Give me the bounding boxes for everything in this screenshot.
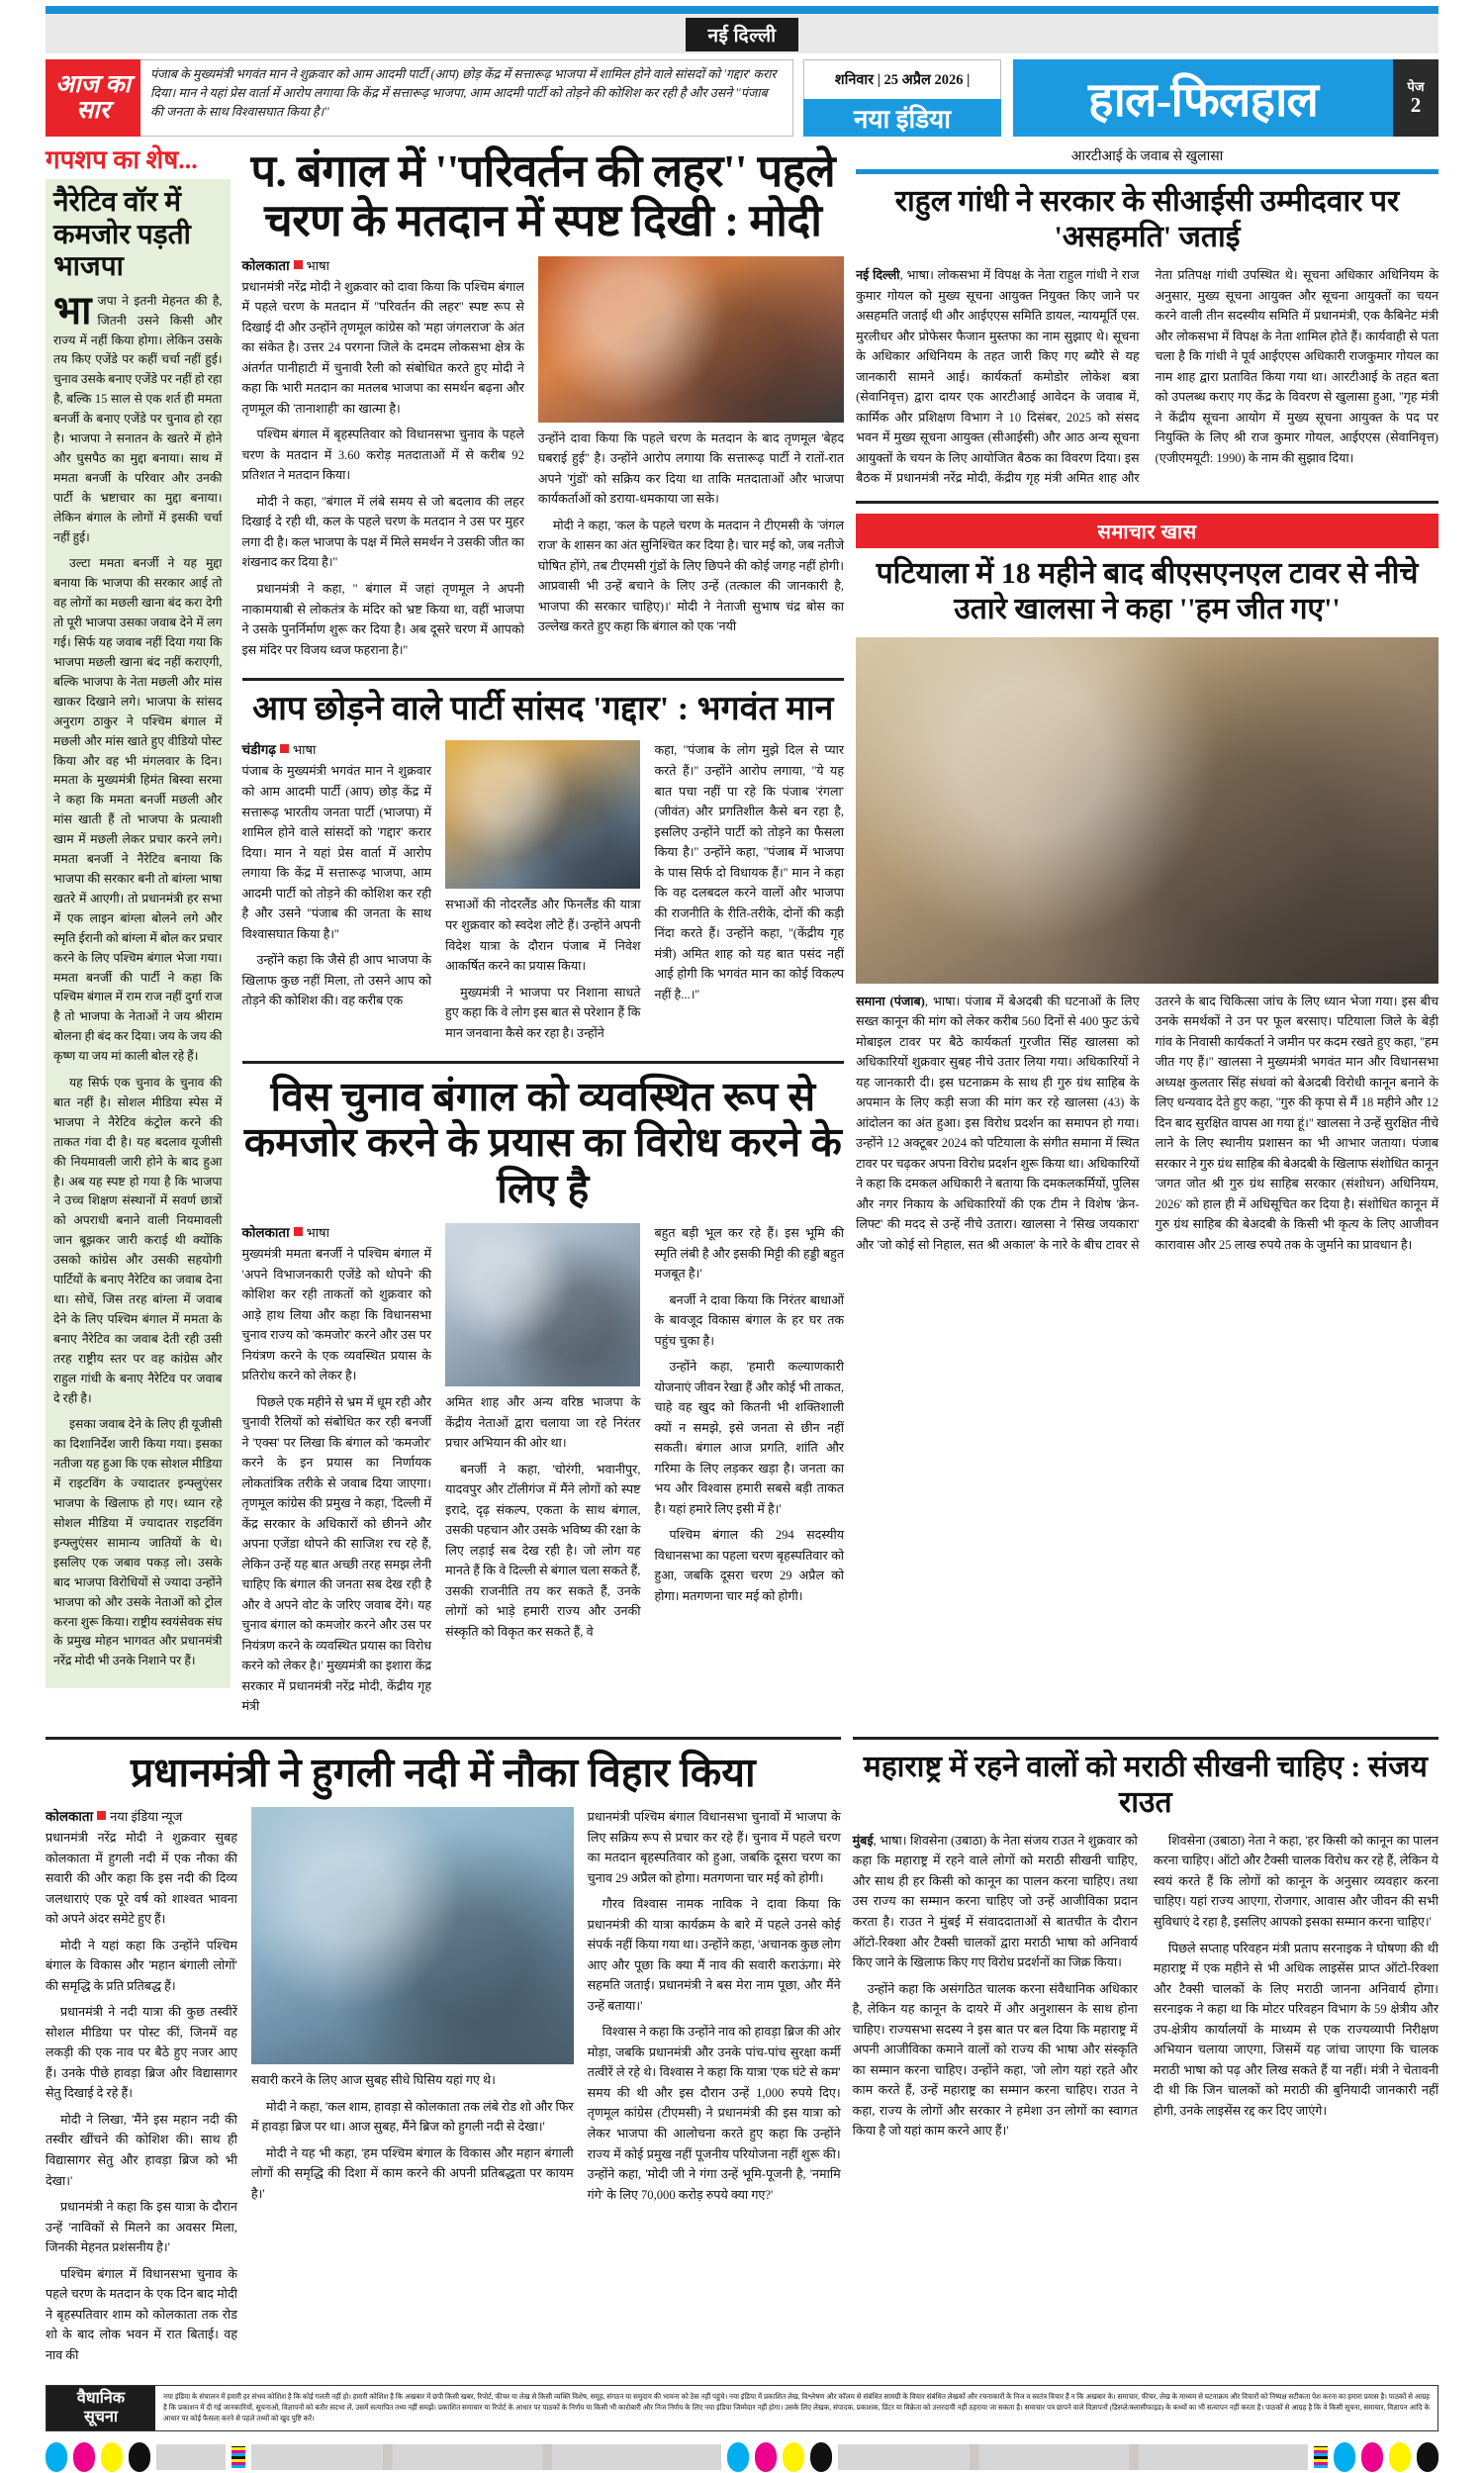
- mamta-col-1: [242, 1223, 432, 1723]
- byline-square-icon: [280, 744, 289, 753]
- lead-body-a: [242, 277, 524, 660]
- rahul-body: [856, 265, 1438, 489]
- lead-top-block: [242, 256, 845, 666]
- lead-body-b: [538, 428, 844, 637]
- khalsa-body: [856, 992, 1438, 1259]
- byline-place: नई दिल्ली: [856, 268, 900, 282]
- paragraph: प्रधानमंत्री पश्चिम बंगाल विधानसभा चुनावों में भाजपा के लिए सक्रिय रूप से प्रचार कर रहे हैं। चुनाव में पहले चरण का मतदान बृहस्पतिवार को हुआ, जबकि दूसरा चरण का चुनाव 29 अप्रैल को होगा। मतगणना चार मई को होगी।: [587, 1810, 841, 1885]
- rahul-headline: राहुल गांधी ने सरकार के सीआईसी उम्मीदवार पर 'असहमति' जताई: [894, 185, 1400, 253]
- drop-cap: भा: [53, 287, 92, 333]
- boat-col-2: [251, 1807, 574, 2371]
- modi-photo: [538, 256, 844, 423]
- magenta-blob-icon: [1361, 2442, 1383, 2472]
- khalsa-headline: पटियाला में 18 महीने बाद बीएसएनएल टावर से नीचे उतारे खालसा ने कहा ''हम जीत गए'': [876, 556, 1419, 625]
- paragraph: पिछले सप्ताह परिवहन मंत्री प्रताप सरनाइक ने घोषणा की थी महाराष्ट्र में एक महीने से भी अधिक लाइसेंस प्राप्त ऑटो-रिक्शा और टैक्सी चालकों के लिए मराठी जानना अनिवार्य होगा। सरनाइक ने कहा था कि मोटर परिवहन विभाग के 59 क्षेत्रीय और उप-क्षेत्रीय कार्यालयों के माध्यम से एक राज्यव्यापी निरीक्षण अभियान चलाया जाएगा, जिसमें यह जांचा जाएगा कि चालक मराठी भाषा को पढ़ और लिख सकते हैं या नहीं। मंत्री ने चेतावनी दी थी कि जिन चालकों को मराठी की बुनियादी जानकारी नहीं होगी, उनके लाइसेंस रद्द कर दिए जाएंगे।: [1153, 1941, 1438, 2118]
- left-column: [46, 146, 231, 1723]
- masthead: [46, 59, 1438, 137]
- news-special-badge: समाचार खास: [856, 514, 1438, 548]
- cyan-blob-icon: [727, 2442, 749, 2472]
- yellow-blob-icon: [101, 2442, 123, 2472]
- byline-agency: भाषा: [880, 1833, 902, 1848]
- grey-strip: [838, 2444, 1308, 2470]
- mann-col-3: [654, 740, 844, 1049]
- mamta-headline: विस चुनाव बंगाल को व्यवस्थित रूप से कमजोर करने के प्रयास का विरोध करने के लिए है: [243, 1074, 842, 1211]
- paragraph: बनर्जी ने कहा, 'चोरंगी, भवानीपुर, यादवपुर और टॉलीगंज में मैंने लोगों को स्पष्ट इरादे, दृढ़ संकल्प, एकता के साथ बंगाल, उसकी पहचान और उसके भविष्य की रक्षा के लिए लड़ाई सब देख रही है। जो लोग यह मानते हैं कि वे दिल्ली से बंगाल चला सकते हैं, उसकी राजनीति तय कर सकते हैं, उनके लोगों को भाड़े हमारी राज्य और उनकी संस्कृति को विकृत कर सकते हैं, वे: [445, 1462, 641, 1639]
- byline-square-icon: [97, 1811, 106, 1820]
- paragraph: नई दिल्ली, भाषा। लोकसभा में विपक्ष के नेता राहुल गांधी ने राज कुमार गोयल को मुख्य सूचना आयुक्त नियुक्त किए जाने पर असहमति जताई थी और आईएएस समिति डायल, न्यायमूर्ति एस. मुरलीधर और प्रोफेसर फैजान मुस्तफा का नाम सुझाए थे। सूचना के अधिकार अधिनियम के तहत जारी किए गए ब्यौरे से यह जानकारी सामने आई। कार्यकर्ता कमोडोर लोकेश बत्रा (सेवानिवृत्त) द्वारा दायर एक आरटीआई आवेदन के जवाब में, कार्मिक और प्रशिक्षण विभाग ने 10 दिसंबर, 2025 को संसद भवन में मुख्य सूचना आयुक्त (सीआईसी) और आठ अन्य सूचना आयुक्तों के चयन के लिए आयोजित बैठक का विवरण दिया। इस बैठक में प्रधानमंत्री नरेंद्र मोदी, केंद्रीय गृह मंत्री अमित शाह और नेता प्रतिपक्ष गांधी उपस्थित थे। सूचना अधिकार अधिनियम के अनुसार, मुख्य सूचना आयुक्त और सूचना आयुक्तों का चयन करने वाली तीन सदस्यीय समिति में प्रधानमंत्री, एक कैबिनेट मंत्री और लोकसभा में विपक्ष के नेता शामिल होते हैं। कार्यवाही से पता चला है कि गांधी ने पूर्व आईएएस अधिकारी राजकुमार गोयल का नाम शाह द्वारा प्रतावित किया गया था। आरटीआई के तहत बता को उपलब्ध कराए गए केंद्र के विवरण से खुलासा हुआ, ''गृह मंत्री ने केंद्रीय सूचना आयोग में मुख्य सूचना आयुक्त के पद पर नियुक्ति के लिए श्री राज कुमार गोयल, आईएएस (सेवानिवृत्त) (एजीएमयूटी: 1990) के नाम की सुझाव दिया।: [856, 268, 1438, 486]
- mann-photo: [445, 740, 640, 889]
- black-blob-icon: [1417, 2442, 1438, 2472]
- center-column: [242, 146, 845, 1723]
- boat-byline: [46, 1807, 237, 1825]
- mamta-col-3: [654, 1223, 844, 1723]
- byline-agency: भाषा: [932, 994, 956, 1008]
- paragraph: प्रधानमंत्री नरेंद्र मोदी ने शुक्रवार को दावा किया कि पश्चिम बंगाल में पहले चरण के मतदान में ''परिवर्तन की लहर'' स्पष्ट रूप से दिखाई दी और उन्होंने तृणमूल कांग्रेस को 'महा जंगलराज' के अंत का संकेत है। उत्तर 24 परगना जिले के दमदम लोकसभा क्षेत्र के अंतर्गत पानीहाटी में चुनावी रैली को संबोधित करते हुए मोदी ने कहा कि भारी मतदान का मतलब भाजपा का समर्थन बढ़ना और तृणमूल की 'तानाशाही' का खात्मा है।: [241, 279, 524, 416]
- raut-headline: महाराष्ट्र में रहने वालों को मराठी सीखनी चाहिए : संजय राउत: [863, 1750, 1428, 1819]
- gapshap-box: [46, 179, 231, 1688]
- divider-rule: [242, 678, 845, 681]
- magenta-blob-icon: [755, 2442, 777, 2472]
- legal-notice-text: नया इंडिया के संचालन में हमारी हर संभव कोशिश है कि कोई गलती नहीं हो। हमारी कोशिश है कि अखबार में छपी किसी खबर, रिपोर्ट, फीचर या लेख से किसी व्यक्ति विशेष, समूह, संगठन या समुदाय की भावना को ठेस नहीं पहुंचे। नया इंडिया में प्रकाशित लेख, विश्लेषण और कॉलम से संबंधित सामग्री के विचार संबंधित लेखकों और रचनाकारों के निज व स्वतंत्र विचार हैं न कि अखबार के। समाचार, फीचर, लेख के माध्यम से घटनाक्रम और विचारों को निष्पक्ष सटीकता पेश करना का हमारा प्रयास है। पाठकों से आग्रह है कि प्रकाशन में दी गई जानकारियों, सूचनाओं, विज्ञापनों को बतौर सदभा लें, उसमें सत्यापित तथ्य नहीं समझें। प्रकाशित समाचार या रिपोर्ट के आधार पर पाठकों के निर्णय या किसी भी कारोबारी और निज निर्णय के लिए नया इंडिया जिम्मेदार नहीं होगा। उसके लिए लेखक, संपादक, प्रकाशक, प्रिंटर या विक्रेता को उत्तरदायी नहीं ठहराया जा सकता है। समाचार पत्र छापने वाले विज्ञापनों (डिस्प्ले/क्लासीफाइड) के कथ्यों का भी सत्यापन नहीं करता है। पाठकों से आग्रह है कि वे किसी सूचना, समाचार, विज्ञापन आदि के आधार पर कोई फैसला करने से पहले तथ्यों को खुद पुष्टि करें।: [163, 2393, 1430, 2423]
- byline-agency: भाषा: [306, 1225, 329, 1241]
- paragraph: उन्होंने कहा कि असंगठित चालक करना संवैधानिक अधिकार है, लेकिन यह कानून के दायरे में और अनुशासन के साथ होना चाहिए। राज्यसभा सदस्य ने इस बात पर बल दिया कि महाराष्ट्र में अपनी आजीविका कमाने वालों को राज्य की भाषा और संस्कृति का सम्मान करना चाहिए। उन्होंने कहा, 'जो लोग यहां रहते और काम करते हैं, उन्हें महाराष्ट्र का सम्मान करना चाहिए। राउत ने कहा, राज्य के लोगों और सरकार ने हमेशा उन लोगों का स्वागत किया है जो यहां काम करने आए हैं।': [852, 1981, 1138, 2139]
- registration-marks: [46, 2441, 1438, 2473]
- section-logo: हाल-फिलहाल: [1013, 59, 1393, 137]
- paragraph: मोदी ने कहा, 'कल के पहले चरण के मतदान ने टीएमसी के 'जंगल राज' के शासन का अंत सुनिश्चित कर दिया है। चार मई को, जब नतीजे घोषित होंगे, तब टीएमसी गुंडों के लिए छिपने की कोई जगह नहीं होगी। आप्रवासी भी उन्हें बचाने के लिए उन्हें (तत्काल की जानकारी है, भाजपा की सरकार चाहिए)।' मोदी ने नेताजी सुभाष चंद्र बोस का उल्लेख करते हुए कहा कि बंगाल को एक 'नयी: [537, 518, 845, 634]
- divider-rule: [853, 1737, 1438, 1740]
- paragraph: विश्वास ने कहा कि उन्होंने नाव को हावड़ा ब्रिज की ओर मोड़ा, जबकि प्रधानमंत्री और उनके पांच-पांच सुरक्षा कर्मी तत्वीरें ले रहे थे। विश्वास ने कहा कि यात्रा 'एक घंटे से कम' समय की थी और इस दौरान उन्हें 1,000 रुपये दिए। तृणमूल कांग्रेस (टीएमसी) ने प्रधानमंत्री की इस यात्रा को लेकर भाजपा की आलोचना करते हुए कहा कि उन्होंने राज्य में कोई प्रमुख नहीं पूजनीय परियोजना नहीं शुरू की। उन्होंने कहा, 'मोदी जी ने गंगा उन्हें भूमि-पूजनी है, 'नमामि गंगे' के लिए 70,000 करोड़ रुपये क्या गए?': [587, 2025, 841, 2202]
- paragraph: मोदी ने कहा, ''बंगाल में लंबे समय से जो बदलाव की लहर दिखाई दे रही थी, कल के पहले चरण के मतदान ने उस पर मुहर लगा दी है। कल भाजपा के पक्ष में मिले समर्थन ने उसकी जीत का शंखनाद कर दिया है।'': [241, 494, 524, 570]
- right-column: [856, 146, 1438, 1723]
- mann-col-2: [445, 740, 640, 1049]
- cyan-blob-icon: [1334, 2442, 1355, 2472]
- city-tag: नई दिल्ली: [686, 18, 797, 51]
- date-line: शनिवार | 25 अप्रैल 2026 |: [803, 59, 1001, 99]
- byline-place: कोलकाता: [241, 257, 290, 273]
- bottom-grid: [46, 1737, 1438, 2371]
- paragraph: पश्चिम बंगाल में बृहस्पतिवार को विधानसभा चुनाव के पहले चरण के मतदान में 3.60 करोड़ मतदाताओं में से करीब 92 प्रतिशत ने मतदान किया।: [241, 428, 524, 483]
- boat-body-1: [46, 1828, 237, 2365]
- paragraph: पश्चिम बंगाल में विधानसभा चुनाव के पहले चरण के मतदान के एक दिन बाद मोदी ने बृहस्पतिवार शाम को कोलकाता तक रोड शो के बाद लोक भवन में रात बिताई। वह नाव की: [46, 2266, 237, 2362]
- paragraph: मुंबई, भाषा। शिवसेना (उबाठा) के नेता संजय राउत ने शुक्रवार को कहा कि महाराष्ट्र में रहने वाले लोगों को मराठी सीखनी चाहिए, और साथ ही हर किसी को कानून का पालन करना चाहिए। तथा उस राज्य का सम्मान करना चाहिए जो उन्हें आजीविका प्रदान करता है। राउत ने मुंबई में संवाददाताओं से बातचीत के दौरान ऑटो-रिक्शा और टैक्सी चालकों द्वारा मराठी भाषा को अनिवार्य किए जाने के खिलाफ किए गए विरोध प्रदर्शनों का जिक्र किया।: [852, 1833, 1138, 1970]
- magenta-blob-icon: [73, 2442, 95, 2472]
- paragraph: शिवसेना (उबाठा) नेता ने कहा, 'हर किसी को कानून का पालन करना चाहिए। ऑटो और टैक्सी चालक विरोध कर रहे हैं, लेकिन ये स्वयं करते हैं कि लोगों को कानून के अनुसार व्यवहार करना चाहिए। यहां राज्य आएगा, रोजगार, आवास और जीवन की सभी सुविधाएं दे रहा है, इसलिए आपको इसका सम्मान करना चाहिए।': [1153, 1833, 1438, 1929]
- boat-col-1: [46, 1807, 237, 2371]
- paragraph: [53, 287, 223, 548]
- divider-rule: [856, 501, 1438, 504]
- content-grid: [46, 146, 1438, 1723]
- legal-label-line2: सूचना: [83, 2409, 118, 2426]
- mamta-body-3: [654, 1223, 844, 1606]
- legal-notice-label: [46, 2386, 155, 2429]
- city-band: [46, 14, 1438, 53]
- aaj-ka-saar-line2: सार: [76, 97, 110, 124]
- divider-rule: [46, 1737, 841, 1740]
- mamta-body-2: [445, 1392, 640, 1642]
- mamta-block: [242, 1223, 845, 1723]
- boat-photo: [251, 1807, 574, 2064]
- lead-headline: प. बंगाल में ''परिवर्तन की लहर'' पहले चरण के मतदान में स्पष्ट दिखी : मोदी: [250, 146, 836, 246]
- brand-name: नया इंडिया: [803, 99, 1001, 138]
- gapshap-headline: नैरेटिव वॉर में कमजोर पड़ती भाजपा: [53, 187, 191, 283]
- divider-rule: [242, 1061, 845, 1064]
- aaj-ka-saar-line1: आज का: [54, 70, 132, 98]
- paragraph: अमित शाह और अन्य वरिष्ठ भाजपा के केंद्रीय नेताओं द्वारा चलाया जा रहे निरंतर प्रचार अभियान की ओर था।: [445, 1395, 641, 1451]
- boat-col-3: [588, 1807, 841, 2371]
- paragraph: उन्होंने कहा, 'हमारी कल्याणकारी योजनाएं जीवन रेखा हैं और कोई भी ताकत, चाहे वह खुद को कितनी भी शक्तिशाली क्यों न समझे, इसे जनता से छीन नहीं सकती। बंगाल आज प्रगति, शांति और गरिमा के लिए लड़कर खड़ा है। जनता का भय और विश्वास हमारी सबसे बड़ी ताकत है। यहां हमारे लिए इसी में है।': [654, 1360, 845, 1516]
- date-brand-box: [803, 59, 1001, 137]
- paragraph: मुख्यमंत्री ममता बनर्जी ने पश्चिम बंगाल में 'अपने विभाजनकारी एजेंडे को थोपने' की कोशिश कर रही ताकतों को शुक्रवार को आड़े हाथ लिया और कहा कि विधानसभा चुनाव राज्य को 'कमजोर' करने और उस पर नियंत्रण करने के एक व्यवस्थित प्रयास के प्रतिरोध करने को लेकर है।: [241, 1247, 432, 1383]
- page-badge: [1393, 59, 1438, 137]
- mann-body-2: [445, 895, 640, 1043]
- paragraph: पिछले एक महीने से भ्रम में धूम रही और चुनावी रैलियों को संबोधित कर रही बनर्जी ने 'एक्स' पर लिखा कि बंगाल को 'कमजोर' करने के इन प्रयास का निर्णायक लोकतांत्रिक तरीके से जवाब दिया जाएगा। तृणमूल कांग्रेस की प्रमुख ने कहा, 'दिल्ली में केंद्र सरकार के अधिकारों को छीनने और अपना एजेंडा थोपने की साजिश रच रहे हैं, लेकिन उन्हें यह बात अच्छी तरह समझ लेनी चाहिए कि बंगाल की जनता सब देख रही है और वे अपने वोट के जरिए जवाब देंगे। यह चुनाव बंगाल को कमजोर करने और उस पर नियंत्रण करने के व्यवस्थित प्रयास का विरोध करने को लेकर है।' मुख्यमंत्री का इशारा केंद्र सरकार में प्रधानमंत्री नरेंद्र मोदी, केंद्रीय गृह मंत्री: [241, 1394, 432, 1714]
- paragraph-text: पंजाब में बेअदबी की घटनाओं के लिए सख्त कानून की मांग को लेकर करीब 560 दिनों से 400 फुट ऊंचे मोबाइल टावर पर बैठे कार्यकर्ता गुरजीत सिंह खालसा को अधिकारियों शुक्रवार सुबह नीचे उतार लिया गया। अधिकारियों ने यह जानकारी दी। इस घटनाक्रम के साथ ही गुरु ग्रंथ साहिब के अपमान के लिए कड़ी सजा की मांग कर रहे खालसा (43) के आंदोलन का अंत हुआ। इस विरोध प्रदर्शन का समापन हो गया। उन्होंने 12 अक्टूबर 2024 को पटियाला के संगीत समाना में स्थित टावर पर चढ़कर अपना विरोध प्रदर्शन शुरू किया था। अधिकारियों ने कहा कि दमकल अधिकारी ने बताया कि दमकलकर्मियों, पुलिस और नगर निकाय के अधिकारियों की एक टीम ने विशेष 'क्रेन-लिफ्ट' की मदद से उन्हें नीचे उतारा। खालसा ने 'सिख जयकारा' और 'जो कोई सो निहाल, सत श्री अकाल' के नारे के बीच टावर से उतरने के बाद चिकित्सा जांच के लिए ध्यान भेजा गया। इस बीच उनके समर्थकों ने उन पर फूल बरसाए। पटियाला जिले के बेड़ी गांव के निवासी कार्यकर्ता ने जमीन पर कदम रखते हुए कहा, ''हम जीत गए हैं।'' खालसा ने मुख्यमंत्री भगवंत मान और विधानसभा अध्यक्ष कुलतार सिंह संधवां को बेअदबी विरोधी कानून बनाने के लिए धन्यवाद देते हुए कहा, ''गुरु की कृपा से मैं 18 महीने और 12 दिन बाद सुरक्षित वापस आ गया हूं।'' खालसा ने उन्हें सुरक्षित नीचे लाने के लिए स्थानीय प्रशासन का भी आभार जताया। पंजाब सरकार ने गुरु ग्रंथ साहिब की बेअदबी के खिलाफ संशोधित कानून 'जगत जोत श्री गुरु ग्रंथ साहिब सरकार (संशोधन) अधिनियम, 2026' को हाल ही में अधिसूचित कर दिया है। संशोधित कानून में गुरु ग्रंथ साहिब की बेअदबी के किसी भी कृत्य के लिए आजीवन कारावास और 25 लाख रुपये तक के जुर्माने का प्रावधान है।: [856, 994, 1438, 1252]
- legal-label-line1: वैधानिक: [76, 2390, 126, 2408]
- yellow-blob-icon: [1389, 2442, 1411, 2472]
- byline-agency: भाषा: [906, 268, 930, 282]
- boat-story-block: [46, 1737, 841, 2371]
- raut-body: [853, 1831, 1438, 2141]
- paragraph: प्रधानमंत्री ने कहा कि इस यात्रा के दौरान उन्हें 'नाविकों से मिलने का अवसर मिला, जिनकी मेहनत प्रशंसनीय है।': [46, 2200, 237, 2255]
- gapshap-kicker: गपशप का शेष...: [46, 145, 198, 174]
- boat-columns: [46, 1807, 841, 2371]
- paragraph: समाना (पंजाब), भाषा। पंजाब में बेअदबी की घटनाओं के लिए सख्त कानून की मांग को लेकर करीब 560 दिनों से 400 फुट ऊंचे मोबाइल टावर पर बैठे कार्यकर्ता गुरजीत सिंह खालसा को अधिकारियों शुक्रवार सुबह नीचे उतार लिया गया। अधिकारियों ने यह जानकारी दी। इस घटनाक्रम के साथ ही गुरु ग्रंथ साहिब के अपमान के लिए कड़ी सजा की मांग कर रहे खालसा (43) के आंदोलन का अंत हुआ। इस विरोध प्रदर्शन का समापन हो गया। उन्होंने 12 अक्टूबर 2024 को पटियाला के संगीत समाना में स्थित टावर पर चढ़कर अपना विरोध प्रदर्शन शुरू किया था। अधिकारियों ने कहा कि दमकल अधिकारी ने बताया कि दमकलकर्मियों, पुलिस और नगर निकाय के अधिकारियों की एक टीम ने विशेष 'क्रेन-लिफ्ट' की मदद से उन्हें नीचे उतारा। खालसा ने 'सिख जयकारा' और 'जो कोई सो निहाल, सत श्री अकाल' के नारे के बीच टावर से उतरने के बाद चिकित्सा जांच के लिए ध्यान भेजा गया। इस बीच उनके समर्थकों ने उन पर फूल बरसाए। पटियाला जिले के बेड़ी गांव के निवासी कार्यकर्ता ने जमीन पर कदम रखते हुए कहा, ''हम जीत गए हैं।'' खालसा ने मुख्यमंत्री भगवंत मान और विधानसभा अध्यक्ष कुलतार सिंह संधवां को बेअदबी विरोधी कानून बनाने के लिए धन्यवाद देते हुए कहा, ''गुरु की कृपा से मैं 18 महीने और 12 दिन बाद सुरक्षित वापस आ गया हूं।'' खालसा ने उन्हें सुरक्षित नीचे लाने के लिए स्थानीय प्रशासन का भी आभार जताया। पंजाब सरकार ने गुरु ग्रंथ साहिब की बेअदबी के खिलाफ संशोधित कानून 'जगत जोत श्री गुरु ग्रंथ साहिब सरकार (संशोधन) अधिनियम, 2026' को हाल ही में अधिसूचित कर दिया है। संशोधित कानून में गुरु ग्रंथ साहिब की बेअदबी के किसी भी कृत्य के लिए आजीवन कारावास और 25 लाख रुपये तक के जुर्माने का प्रावधान है।: [856, 994, 1438, 1252]
- summary-text: पंजाब के मुख्यमंत्री भगवंत मान ने शुक्रवार को आम आदमी पार्टी (आप) छोड़ केंद्र में सत्तारूढ़ भाजपा में शामिल होने वाले सांसदों को 'गद्दार' करार दिया। मान ने यहां प्रेस वार्ता में आरोप लगाया कि केंद्र में सत्तारूढ़ भाजपा, आम आदमी पार्टी को तोड़ने की कोशिश कर रही है और उसने ''पंजाब की जनता के साथ विश्वासघात किया है।'': [140, 59, 793, 137]
- grey-strip: [251, 2444, 721, 2470]
- paragraph-text: जपा ने इतनी मेहनत की है, जितनी उसने किसी और राज्य में नहीं किया होगा। लेकिन उसके तय किए एजेंडे पर कहीं चर्चा नहीं हुई। चुनाव उसके बनाए एजेंडे पर नहीं हो रहा है, बल्कि 15 साल से एक शर्त ही ममता बनर्जी के बनाए एजेंडे पर चुनाव हो रहा है। भाजपा ने सनातन के खतरे में होने और घुसपैठ का मुद्दा बनाया। साथ में ममता बनर्जी के परिवार और उनकी पार्टी के भ्रष्टाचार का मुद्दा बनाया। लेकिन बंगाल के लोगों में इसकी चर्चा नहीं हुई।: [53, 293, 223, 544]
- byline-place: कोलकाता: [241, 1225, 290, 1241]
- paragraph: मोदी ने कहा, 'कल शाम, हावड़ा से कोलकाता तक लंबे रोड शो और फिर में हावड़ा ब्रिज पर था। आज सुबह, मैंने ब्रिज को हुगली नदी से देखा।': [250, 2099, 574, 2135]
- mamta-byline: [242, 1223, 432, 1241]
- black-blob-icon: [810, 2442, 832, 2472]
- byline-agency: भाषा: [306, 257, 329, 273]
- boat-headline: प्रधानमंत्री ने हुगली नदी में नौका विहार किया: [130, 1749, 756, 1795]
- byline-agency: भाषा: [293, 742, 317, 758]
- paragraph: गौरव विश्वास नामक नाविक ने दावा किया कि प्रधानमंत्री की यात्रा कार्यक्रम के बारे में पहले उनसे कोई संपर्क नहीं किया गया था। उन्होंने कहा, 'अचानक कुछ लोग आए और पूछा कि क्या मैं नाव की सवारी कराऊंगा। मेरे सहमति जताई। प्रधानमंत्री ने बस मेरा नाम पूछा, और मैंने उन्हें बताया।': [587, 1897, 841, 2013]
- mini-color-bar-icon: [1314, 2446, 1328, 2468]
- mann-body-3: [654, 740, 844, 1004]
- cyan-blob-icon: [46, 2442, 67, 2472]
- mamta-col-2: [445, 1223, 640, 1723]
- byline-place: मुंबई: [852, 1833, 874, 1848]
- paragraph: प्रधानमंत्री नरेंद्र मोदी ने शुक्रवार सुबह कोलकाता में हुगली नदी में एक नौका की सवारी की और कहा कि इस नदी की दिव्य जलधाराएं एक पूरे वर्ष को शाश्वत भावना को अपने अंदर समेटे हुए हैं।: [46, 1831, 237, 1927]
- mann-headline: आप छोड़ने वाले पार्टी सांसद 'गद्दार' : भगवंत मान: [252, 691, 834, 728]
- section-logo-area: [1013, 59, 1438, 137]
- paragraph: प्रधानमंत्री ने नदी यात्रा की कुछ तस्वीरें सोशल मीडिया पर पोस्ट कीं, जिनमें वह लकड़ी की एक नाव पर बैठे हुए नजर आए हैं। उनके पीछे हावड़ा ब्रिज और विद्यासागर सेतु दिखाई दे रहे हैं।: [46, 2005, 237, 2101]
- paragraph: मोदी ने यहां कहा कि उन्होंने पश्चिम बंगाल के विकास और 'महान बंगाली लोगों' की समृद्धि के प्रति प्रतिबद्ध हैं।: [46, 1938, 237, 1993]
- paragraph: उन्होंने दावा किया कि पहले चरण के मतदान के बाद तृणमूल 'बेहद घबराई हुई'' है। उन्होंने आरोप लगाया कि सत्तारूढ़ पार्टी ने रातों-रात अपने 'गुंडों' को सक्रिय कर दिया था ताकि मतदाताओं और भाजपा कार्यकर्ताओं को डराया-धमकाया जा सके।: [537, 430, 845, 507]
- mamta-photo: [445, 1223, 640, 1386]
- byline-square-icon: [294, 260, 303, 269]
- aaj-ka-saar-badge: [46, 59, 140, 137]
- grey-patch: [156, 2444, 226, 2470]
- gapshap-body: [53, 287, 223, 1672]
- boat-body-3: [588, 1807, 841, 2205]
- page-number: 2: [1410, 92, 1422, 117]
- paragraph: उल्टा ममता बनर्जी ने यह मुद्दा बनाया कि भाजपा की सरकार आई तो वह लोगों का मछली खाना बंद करा देगी तो पूरी भाजपा उसका जवाब देने में लग गई। सिर्फ यह जवाब नहीं दिया गया कि भाजपा मछली खाना बंद नहीं कराएगी, बल्कि भाजपा के नेता मछली और मांस खाकर दिखाने लगे। भाजपा के सांसद अनुराग ठाकुर ने पश्चिम बंगाल में मछली और मांस खाते हुए वीडियो पोस्ट किया और वह भी मंगलवार के दिन। ममता के मुख्यमंत्री हिमंत बिस्वा सरमा ने कहा कि ममता बनर्जी मछली और मांस खाती हैं तो भाजपा के प्रत्याशी खाम में मछली लेकर प्रचार करने लगे। ममता बनर्जी ने नैरेटिव बनाया कि भाजपा की सरकार बनी तो बांग्ला भाषा खतरे में आएगी। तो प्रधानमंत्री हर सभा में एक लाइन बांग्ला बोलने लगे और स्मृति ईरानी को बांग्ला में बोल कर प्रचार करने के लिए पश्चिम बंगाल भेजा गया। ममता बनर्जी की पार्टी ने कहा कि पश्चिम बंगाल में राम राज नहीं दुर्गा राज है तो भाजपा के नेताओं ने जय श्रीराम बोलना ही बंद कर दिया। जय के जय की कृष्ण या जय मां काली बोल रहे हैं।: [53, 556, 223, 1064]
- raut-story-block: [853, 1737, 1438, 2371]
- black-blob-icon: [129, 2442, 150, 2472]
- paragraph: मोदी ने यह भी कहा, 'हम पश्चिम बंगाल के विकास और महान बंगाली लोगों की समृद्धि की दिशा में काम करने की अपनी प्रतिबद्धता पर कायम है।': [250, 2145, 574, 2201]
- lead-left-text: [242, 256, 524, 666]
- khalsa-photo: [856, 637, 1438, 984]
- paragraph: मुख्यमंत्री ने भाजपा पर निशाना साधते हुए कहा कि वे लोग इस बात से परेशान हैं कि मान जनवाना कैसे कर रहा है। उन्होंने: [445, 985, 641, 1040]
- legal-notice: [46, 2385, 1438, 2430]
- mann-byline: [242, 740, 432, 758]
- paragraph-text: लोकसभा में विपक्ष के नेता राहुल गांधी ने राज कुमार गोयल को मुख्य सूचना आयुक्त नियुक्त किए जाने पर असहमति जताई थी और आईएएस समिति डायल, न्यायमूर्ति एस. मुरलीधर और प्रोफेसर फैजान मुस्तफा का नाम सुझाए थे। सूचना के अधिकार अधिनियम के तहत जारी किए गए ब्यौरे से यह जानकारी सामने आई। कार्यकर्ता कमोडोर लोकेश बत्रा (सेवानिवृत्त) द्वारा दायर एक आरटीआई आवेदन के जवाब में, कार्मिक और प्रशिक्षण विभाग ने 10 दिसंबर, 2025 को संसद भवन में मुख्य सूचना आयुक्त (सीआईसी) और आठ अन्य सूचना आयुक्तों के चयन के लिए आयोजित बैठक का विवरण दिया। इस बैठक में प्रधानमंत्री नरेंद्र मोदी, केंद्रीय गृह मंत्री अमित शाह और नेता प्रतिपक्ष गांधी उपस्थित थे। सूचना अधिकार अधिनियम के अनुसार, मुख्य सूचना आयुक्त और सूचना आयुक्तों का चयन करने वाली तीन सदस्यीय समिति में प्रधानमंत्री, एक कैबिनेट मंत्री और लोकसभा में विपक्ष के नेता शामिल होते हैं। कार्यवाही से पता चला है कि गांधी ने पूर्व आईएएस अधिकारी राजकुमार गोयल का नाम शाह द्वारा प्रतावित किया गया था। आरटीआई के तहत बता को उपलब्ध कराए गए केंद्र के विवरण से खुलासा हुआ, ''गृह मंत्री ने केंद्रीय सूचना आयोग में मुख्य सूचना आयुक्त के पद पर नियुक्ति के लिए श्री राज कुमार गोयल, आईएएस (सेवानिवृत्त) (एजीएमयूटी: 1990) के नाम की सुझाव दिया।: [856, 268, 1438, 486]
- mann-block: [242, 740, 845, 1049]
- newspaper-page: [0, 6, 1484, 2426]
- paragraph: सवारी करने के लिए आज सुबह सीधे घिसिय यहां गए थे।: [250, 2073, 496, 2088]
- byline-place: समाना (पंजाब): [856, 994, 925, 1008]
- lead-byline: [242, 256, 524, 274]
- paragraph: उन्होंने कहा कि जैसे ही आप भाजपा के खिलाफ कुछ नहीं मिला, तो उसने आप को तोड़ने की कोशिश की। वह करीब एक: [241, 953, 432, 1008]
- byline-agency: नया इंडिया न्यूज: [110, 1809, 183, 1825]
- mini-color-bar-icon: [232, 2446, 245, 2468]
- mamta-body-1: [242, 1244, 432, 1717]
- paragraph: मोदी ने लिखा, 'मैंने इस महान नदी की तस्वीर खींचने की कोशिश की। साथ ही विद्यासागर सेतु और हावड़ा ब्रिज को भी देखा।': [46, 2112, 237, 2188]
- byline-place: कोलकाता: [46, 1809, 94, 1825]
- paragraph: प्रधानमंत्री ने कहा, '' बंगाल में जहां तृणमूल ने अपनी नाकामयाबी से लोकतंत्र के मंदिर को भ्रष्ट किया था, वहीं भाजपा ने उसके पुनर्निर्माण शुरू कर दिया है। अब दूसरे चरण में आपको इस मंदिर पर विजय ध्वज फहराना है।'': [241, 582, 524, 657]
- rti-eyebrow: आरटीआई के जवाब से खुलासा: [1070, 149, 1224, 164]
- byline-square-icon: [294, 1227, 303, 1236]
- page-label: पेज: [1407, 79, 1425, 95]
- lead-right-block: [538, 256, 844, 666]
- paragraph: सभाओं की नोदरलैंड और फिनलैंड की यात्रा पर शुक्रवार को स्वदेश लौटे हैं। उन्होंने अपनी विदेश यात्रा के दौरान पंजाब में निवेश आकर्षित करने का प्रयास किया।: [445, 898, 641, 974]
- mann-col-1: [242, 740, 432, 1049]
- blue-rule: [856, 169, 1438, 174]
- yellow-blob-icon: [783, 2442, 804, 2472]
- paragraph: पंजाब के मुख्यमंत्री भगवंत मान ने शुक्रवार को आम आदमी पार्टी (आप) छोड़ केंद्र में सत्तारूढ़ भारतीय जनता पार्टी (भाजपा) में शामिल होने वाले सांसदों को 'गद्दार' करार दिया। मान ने यहां प्रेस वार्ता में आरोप लगाया कि केंद्र में सत्तारूढ़ भाजपा, आम आदमी पार्टी को तोड़ने की कोशिश कर रही है और उसने ''पंजाब की जनता के साथ विश्वासघात किया है।'': [241, 764, 432, 941]
- top-accent-strip: [46, 6, 1438, 14]
- paragraph: इसका जवाब देने के लिए ही यूजीसी का दिशानिर्देश जारी किया गया। इसका नतीजा यह हुआ कि एक सोशल मीडिया में राइटविंग के ज्यादातर इन्फ्लुएंसर भाजपा के खिलाफ हो गए। ध्यान रहे सोशल मीडिया में ज्यादातर राइटविंग इन्फ्लुएंसर सामान्य जातियों के थे। इसलिए एक जबाव पकड़ लो। उसके बाद भाजपा विरोधियों से ज्यादा उन्होंने भाजपा को और उसके नेताओं को ट्रोल करना शुरू किया। राष्ट्रीय स्वयंसेवक संघ के प्रमुख मोहन भागवत और प्रधानमंत्री नरेंद्र मोदी भी उनके निशाने पर हैं।: [53, 1417, 223, 1668]
- paragraph: बनर्जी ने दावा किया कि निरंतर बाधाओं के बावजूद विकास बंगाल के हर घर तक पहुंच चुका है।: [654, 1292, 845, 1348]
- paragraph: पश्चिम बंगाल की 294 सदस्यीय विधानसभा का पहला चरण बृहस्पतिवार को हुआ, जबकि दूसरा चरण 29 अप्रैल को होगा। मतगणना चार मई को होगी।: [654, 1528, 845, 1603]
- paragraph: यह सिर्फ एक चुनाव के चुनाव की बात नहीं है। सोशल मीडिया स्पेस में भाजपा ने नैरेटिव कंट्रोल करने की ताकत गंवा दी है। यह बदलाव यूजीसी की नियमावली जारी होने के बाद हुआ है। अब यह स्पष्ट हो गया है कि भाजपा ने उच्च शिक्षण संस्थानों में सवर्ण छात्रों को अपराधी बनाने वाली नियमावली जान बूझकर जारी कराई थी क्योंकि उसको कांग्रेस और उसकी सहयोगी पार्टियों के बनाए नैरेटिव का जवाब देना था। सोचें, जिस तरह बांग्ला में जवाब देने के लिए पश्चिम बंगाल में ममता के बनाए नैरेटिव का जवाब देती रही उसी तरह राष्ट्रीय स्तर पर वह कांग्रेस और राहुल गांधी के बनाए नैरेटिव पर जवाब दे रही है।: [53, 1076, 223, 1405]
- boat-body-2: [251, 2070, 574, 2204]
- paragraph: बहुत बड़ी भूल कर रहे हैं। इस भूमि की स्मृति लंबी है और इसकी मिट्टी की हड्डी बहुत मजबूत है।': [654, 1226, 845, 1282]
- mann-body-1: [242, 761, 432, 1010]
- paragraph-text: शिवसेना (उबाठा) के नेता संजय राउत ने शुक्रवार को कहा कि महाराष्ट्र में रहने वाले लोगों को मराठी सीखनी चाहिए, और साथ ही हर किसी को कानून का पालन करना चाहिए। तथा उस राज्य का सम्मान करना चाहिए जो उन्हें आजीविका प्रदान करता है। राउत ने मुंबई में संवाददाताओं से बातचीत के दौरान ऑटो-रिक्शा और टैक्सी चालकों द्वारा मराठी भाषा को अनिवार्य किए जाने के खिलाफ किए गए विरोध प्रदर्शनों का जिक्र किया।: [852, 1833, 1138, 1970]
- paragraph: कहा, ''पंजाब के लोग मुझे दिल से प्यार करते हैं।'' उन्होंने आरोप लगाया, ''ये यह बात पचा नहीं पा रहे कि पंजाब 'रंगला' (जीवंत) और प्रगतिशील कैसे बन रहा है, इसलिए उन्होंने पार्टी को तोड़ने का फैसला किया है।'' उन्होंने कहा, ''पंजाब में भाजपा के पास सिर्फ दो विधायक हैं।'' मान ने कहा कि वह दलबदल करने वालों और भाजपा की राजनीति के रीति-तरीके, दोनों की कड़ी निंदा करते हैं। उन्होंने कहा, ''(केंद्रीय गृह मंत्री) अमित शाह को यह बात पसंद नहीं आई होगी कि भगवंत मान का कोई विकल्प नहीं है...।'': [654, 743, 845, 1001]
- byline-place: चंडीगढ़: [241, 742, 276, 758]
